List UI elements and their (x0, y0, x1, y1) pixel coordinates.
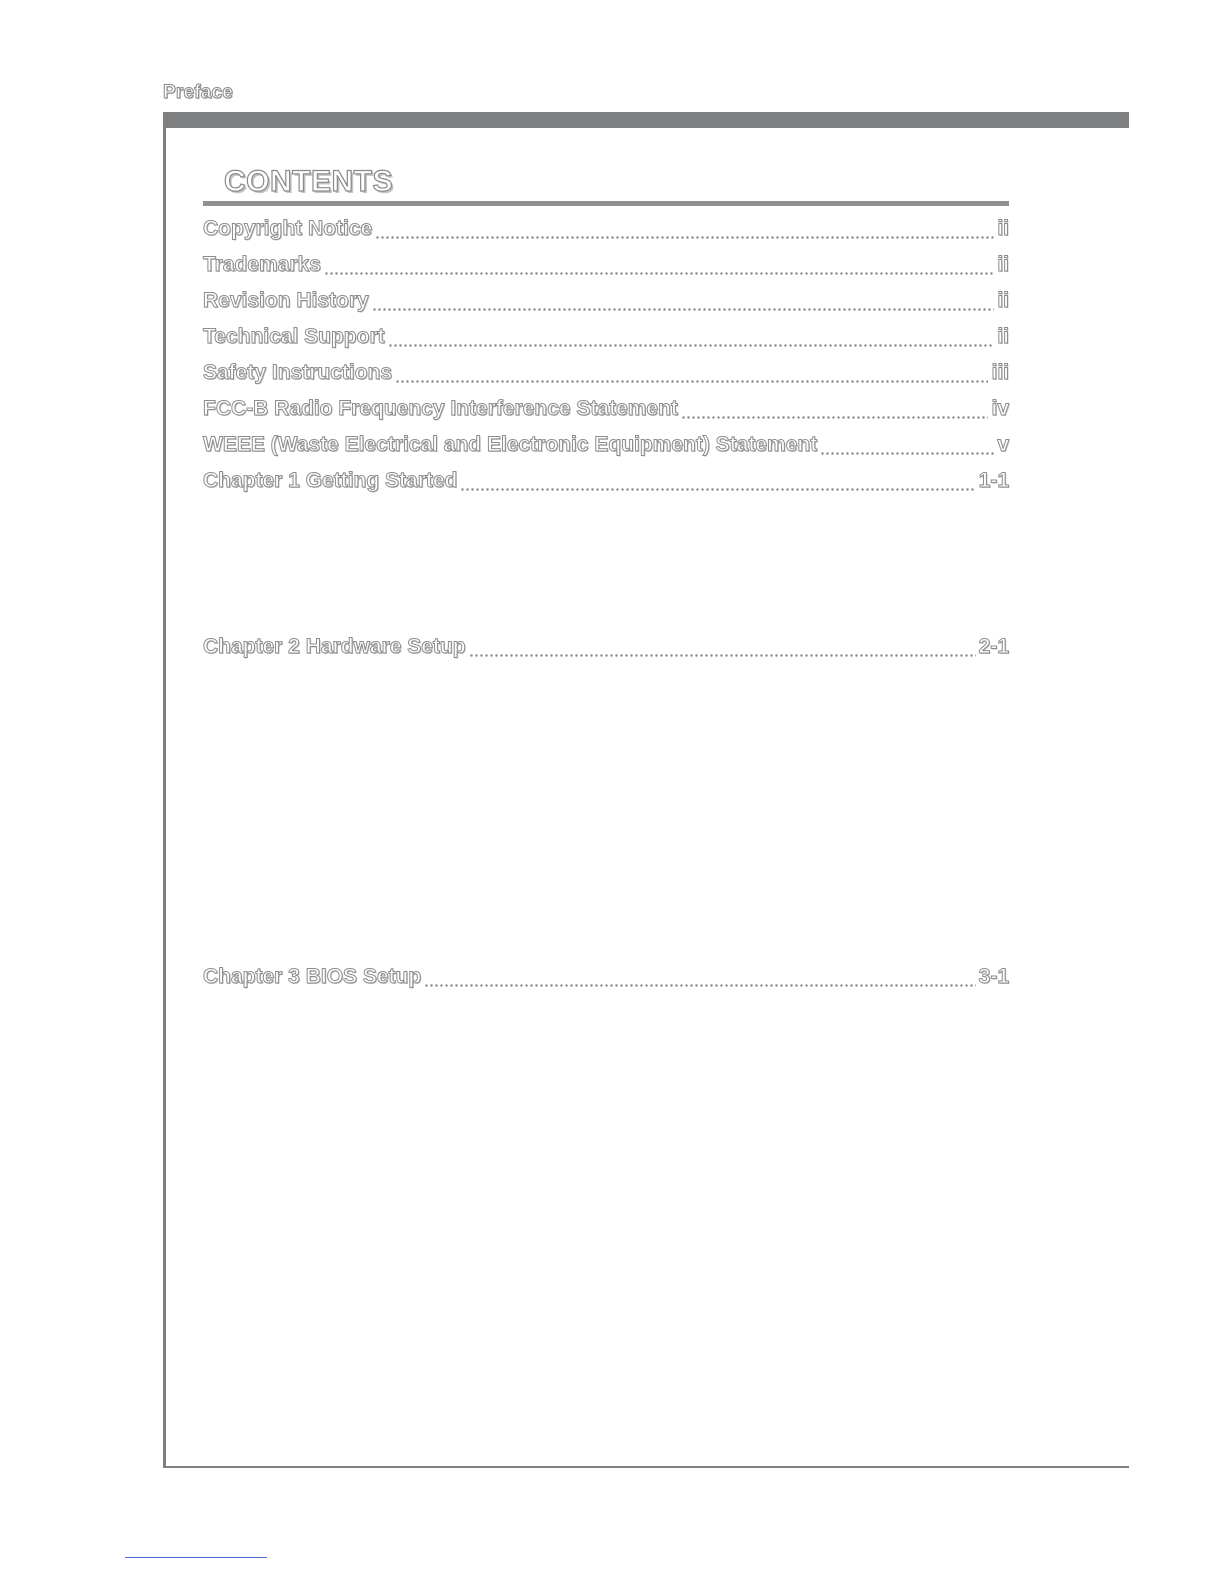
toc-entry-revision-history[interactable] (203, 282, 1009, 316)
contents-title-rule (203, 201, 1009, 206)
toc-entry-label: FCC-B Radio Frequency Interference Statement (203, 397, 678, 420)
toc-dot-leader (395, 354, 988, 388)
left-page-rule (163, 112, 166, 1468)
contents-title: CONTENTS (224, 165, 393, 198)
toc-entry-label: Revision History (203, 289, 369, 312)
toc-entry-chapter-1[interactable] (203, 462, 1009, 496)
bottom-page-rule (163, 1466, 1129, 1468)
toc-dot-leader (372, 282, 995, 316)
toc-dot-leader (424, 958, 975, 992)
toc-entry-page: iv (991, 397, 1009, 420)
toc-entry-safety-instructions[interactable] (203, 354, 1009, 388)
toc-entry-fcc-b-statement[interactable] (203, 390, 1009, 424)
toc-entry-page: 2-1 (978, 635, 1009, 658)
toc-entry-page: v (997, 433, 1009, 456)
toc-dot-leader (469, 628, 976, 662)
toc-entry-copyright-notice[interactable] (203, 210, 1009, 244)
toc-entry-label: WEEE (Waste Electrical and Electronic Equipment) Statement (203, 433, 818, 456)
toc-entry-page: ii (997, 325, 1009, 348)
toc-entry-page: iii (991, 361, 1009, 384)
toc-entry-label: Trademarks (203, 253, 321, 276)
toc-dot-leader (681, 390, 989, 424)
toc-entry-label: Safety Instructions (203, 361, 393, 384)
toc-dot-leader (324, 246, 994, 280)
toc-entry-chapter-3[interactable] (203, 958, 1009, 992)
toc-entry-technical-support[interactable] (203, 318, 1009, 352)
toc-dot-leader (820, 426, 994, 460)
toc-entry-page: ii (997, 289, 1009, 312)
toc-entry-trademarks[interactable] (203, 246, 1009, 280)
toc-entry-chapter-2[interactable] (203, 628, 1009, 662)
toc-entry-page: 3-1 (978, 965, 1009, 988)
header-bar (163, 112, 1129, 128)
toc-entry-weee-statement[interactable] (203, 426, 1009, 460)
toc-entry-page: ii (997, 253, 1009, 276)
toc-entry-label: Copyright Notice (203, 217, 373, 240)
toc-entry-page: 1-1 (978, 469, 1009, 492)
toc-dot-leader (375, 210, 994, 244)
page-section-label: Preface (163, 82, 234, 103)
toc-dot-leader (388, 318, 995, 352)
toc-dot-leader (460, 462, 975, 496)
toc-entry-label: Chapter 3 BIOS Setup (203, 965, 422, 988)
footer-link-underline (125, 1557, 267, 1558)
toc-entry-page: ii (997, 217, 1009, 240)
toc-entry-label: Chapter 2 Hardware Setup (203, 635, 466, 658)
toc-entry-label: Technical Support (203, 325, 385, 348)
toc-entry-label: Chapter 1 Getting Started (203, 469, 458, 492)
